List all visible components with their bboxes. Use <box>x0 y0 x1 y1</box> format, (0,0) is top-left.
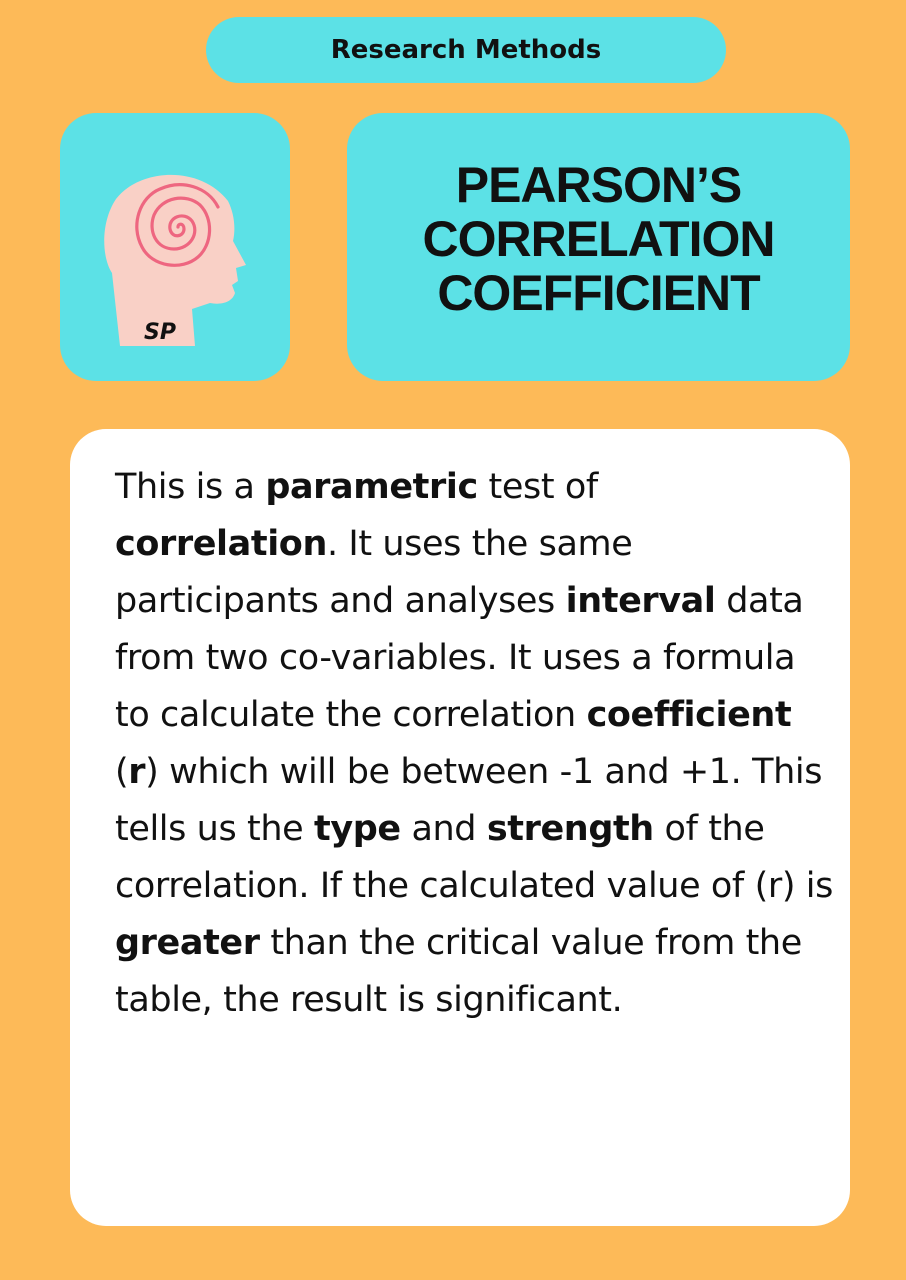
keyword-greater: greater <box>115 923 260 963</box>
head-spiral-icon <box>60 113 290 381</box>
keyword-interval: interval <box>565 581 716 621</box>
text-segment: data from two co-variables. It uses a formula to calculate the correlation <box>115 581 804 735</box>
title-line-1: PEARSON’S <box>455 157 742 213</box>
category-pill <box>206 17 726 83</box>
title-line-3: COEFFICIENT <box>437 265 760 321</box>
text-segment: ) which will be between -1 and +1. This tells us the <box>115 752 823 849</box>
logo-initials: SP <box>144 320 176 345</box>
text-segment: This is a <box>115 467 266 507</box>
page-title <box>423 158 775 320</box>
title-card <box>347 113 850 381</box>
logo-card <box>60 113 290 381</box>
title-line-2: CORRELATION <box>422 211 775 267</box>
keyword-correlation: correlation <box>115 524 327 564</box>
text-segment: than the critical value from the table, the result is significant. <box>115 923 802 1020</box>
keyword-parametric: parametric <box>265 467 478 507</box>
keyword-coefficient: coefficient <box>586 695 792 735</box>
category-label: Research Methods <box>330 35 602 65</box>
keyword-r: r <box>128 752 146 792</box>
keyword-strength: strength <box>486 809 654 849</box>
text-segment: . It uses the same participants and analyses <box>115 524 633 621</box>
text-segment: test of <box>477 467 598 507</box>
text-segment: ( <box>115 752 129 792</box>
description-text <box>115 459 835 1029</box>
text-segment: of the correlation. If the calculated value of (r) is <box>115 809 833 906</box>
text-segment: and <box>400 809 487 849</box>
description-card <box>70 429 850 1226</box>
keyword-type: type <box>313 809 401 849</box>
